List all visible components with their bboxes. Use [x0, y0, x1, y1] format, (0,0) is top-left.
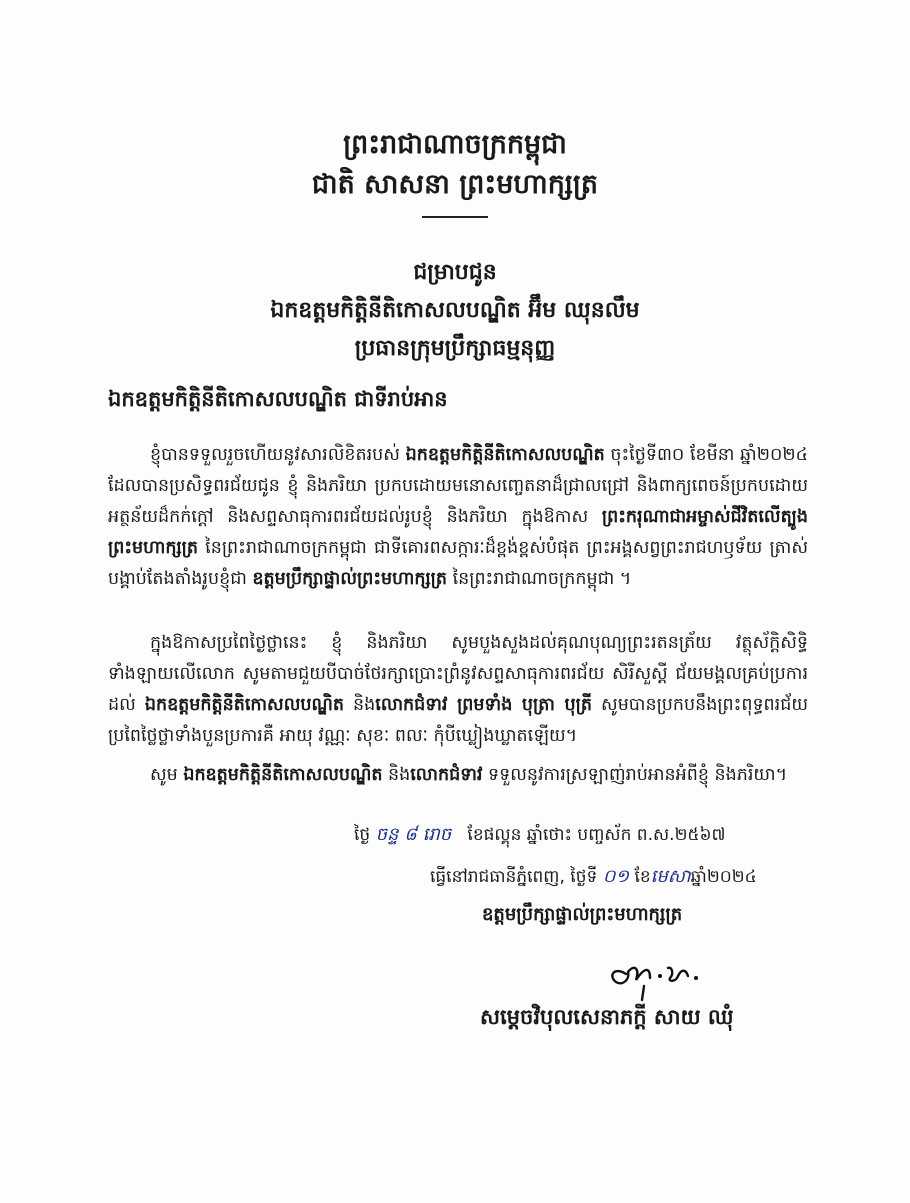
body-paragraph-3 — [108, 760, 808, 791]
p2-text-a: ក្នុងឱកាសប្រពៃថ្ងៃថ្លានេះ ខ្ញុំ និងភរិយា សូមបួងសួងដល់គុណបុណ្យព្រះរតនត្រ័យ វត្ថុស័ក្តិសិទ្ធិទាំងឡាយលើលោក សូមតាមជួយបីបាច់ថែរក្សាប្រោះព្រំនូវសព្ទសាធុការពរជ័យ សិរីសួស្តី ជ័យមង្គលគ្រប់ប្រការដល់ — [108, 633, 808, 715]
p2-text-c: និង — [343, 695, 376, 715]
handwritten-month: មេសា — [650, 866, 691, 887]
salutation: ឯកឧត្តមកិត្តិនីតិកោសលបណ្ឌិត ជាទីរាប់អាន — [108, 387, 448, 411]
place-prefix: ធ្វើនៅរាជធានីភ្នំពេញ, ថ្ងៃទី — [430, 867, 598, 887]
p1-text-c: ចុះថ្ងៃទី៣០ ខែមីនា ឆ្នាំ២០២៤ ដែលបានប្រសិទ្ធពរជ័យជូន ខ្ញុំ និងភរិយា ប្រកបដោយមនោសញ្ចេតនាដ៏ជ្រាលជ្រៅ និងពាក្យពេចន៍ប្រកបដោយអត្ថន័យដ៏កក់ក្តៅ និងសព្ទសាធុការពរជ័យដល់រូបខ្ញុំ និងភរិយា ក្នុងឱកាស — [108, 445, 808, 527]
address-respectfully: ជម្រាបជូន — [413, 260, 497, 285]
lunar-date-line — [354, 822, 725, 849]
handwritten-day: ០១ — [602, 866, 630, 887]
signer-name: សម្តេចវិបុលសេនាភក្តី សាយ ឈុំ — [480, 1005, 734, 1029]
p1-text-e: នៃព្រះរាជាណាចក្រកម្ពុជា ជាទីគោរពសក្ការៈដ៏ខ្ពង់ខ្ពស់បំផុត ព្រះអង្គសព្វព្រះរាជហឫទ័យ ត្រាស់បង្គាប់តែងតាំងរូបខ្ញុំជា — [108, 538, 808, 589]
national-motto: ជាតិ សាសនា ព្រះមហាក្សត្រ — [311, 169, 599, 200]
p1-bold-position: ឧត្តមប្រឹក្សាផ្ទាល់ព្រះមហាក្សត្រ — [252, 569, 447, 589]
p1-text-g: នៃព្រះរាជាណាចក្រកម្ពុជា ។ — [447, 569, 632, 589]
lunar-rest: ខែផល្គុន ឆ្នាំថោះ បញ្ចស័ក ព.ស.២៥៦៧ — [467, 825, 726, 845]
place-year: ឆ្នាំ២០២៤ — [690, 867, 757, 887]
p2-bold-family: លោកជំទាវ ព្រមទាំង បុត្រា បុត្រី — [375, 695, 592, 715]
kingdom-heading: ព្រះរាជាណាចក្រកម្ពុជា — [343, 129, 567, 160]
lunar-prefix: ថ្ងៃ — [354, 825, 371, 845]
place-date-line — [430, 864, 757, 891]
p3-text-a: សូម — [150, 765, 184, 785]
recipient-name: ឯកឧត្តមកិត្តិនីតិកោសលបណ្ឌិត អ៊ឹម ឈុនលឹម — [270, 298, 640, 323]
lunar-handwritten-day: ចន្ទ ៨ រោច — [375, 824, 452, 845]
p3-bold-lady: លោកជំទាវ — [410, 765, 483, 785]
p1-text-a: ខ្ញុំបានទទួលរួចហើយនូវសារលិខិតរបស់ — [150, 445, 406, 465]
p2-text-e: សូមបានប្រកបនឹងព្រះពុទ្ធពរជ័យប្រពៃថ្លៃថ្លាទាំងបួនប្រការគឺ អាយុ វណ្ណៈ សុខៈ ពលៈ កុំបីឃ្លៀងឃ្លាតឡើយ។ — [108, 695, 808, 746]
handwritten-signature — [604, 946, 724, 1004]
p3-text-e: ទទួលនូវការស្រឡាញ់រាប់អានអំពីខ្ញុំ និងភរិយា។ — [482, 765, 788, 785]
p2-bold-honorific: ឯកឧត្តមកិត្តិនីតិកោសលបណ្ឌិត — [144, 695, 344, 715]
p1-bold-king: ព្រះករុណាជាអម្ចាស់ជីវិតលើត្បូង ព្រះមហាក្សត្រ — [108, 507, 808, 558]
body-paragraph-2 — [108, 628, 808, 752]
recipient-title: ប្រធានក្រុមប្រឹក្សាធម្មនុញ្ញ — [354, 336, 556, 361]
month-word: ខែ — [634, 867, 651, 887]
p3-bold-honorific: ឯកឧត្តមកិត្តិនីតិកោសលបណ្ឌិត — [183, 765, 383, 785]
p1-bold-honorific: ឯកឧត្តមកិត្តិនីតិកោសលបណ្ឌិត — [405, 445, 605, 465]
body-paragraph-1 — [108, 440, 808, 595]
p3-text-c: និង — [382, 765, 411, 785]
heading-divider — [422, 216, 488, 218]
signer-title: ឧត្តមប្រឹក្សាផ្ទាល់ព្រះមហាក្សត្រ — [482, 904, 683, 925]
